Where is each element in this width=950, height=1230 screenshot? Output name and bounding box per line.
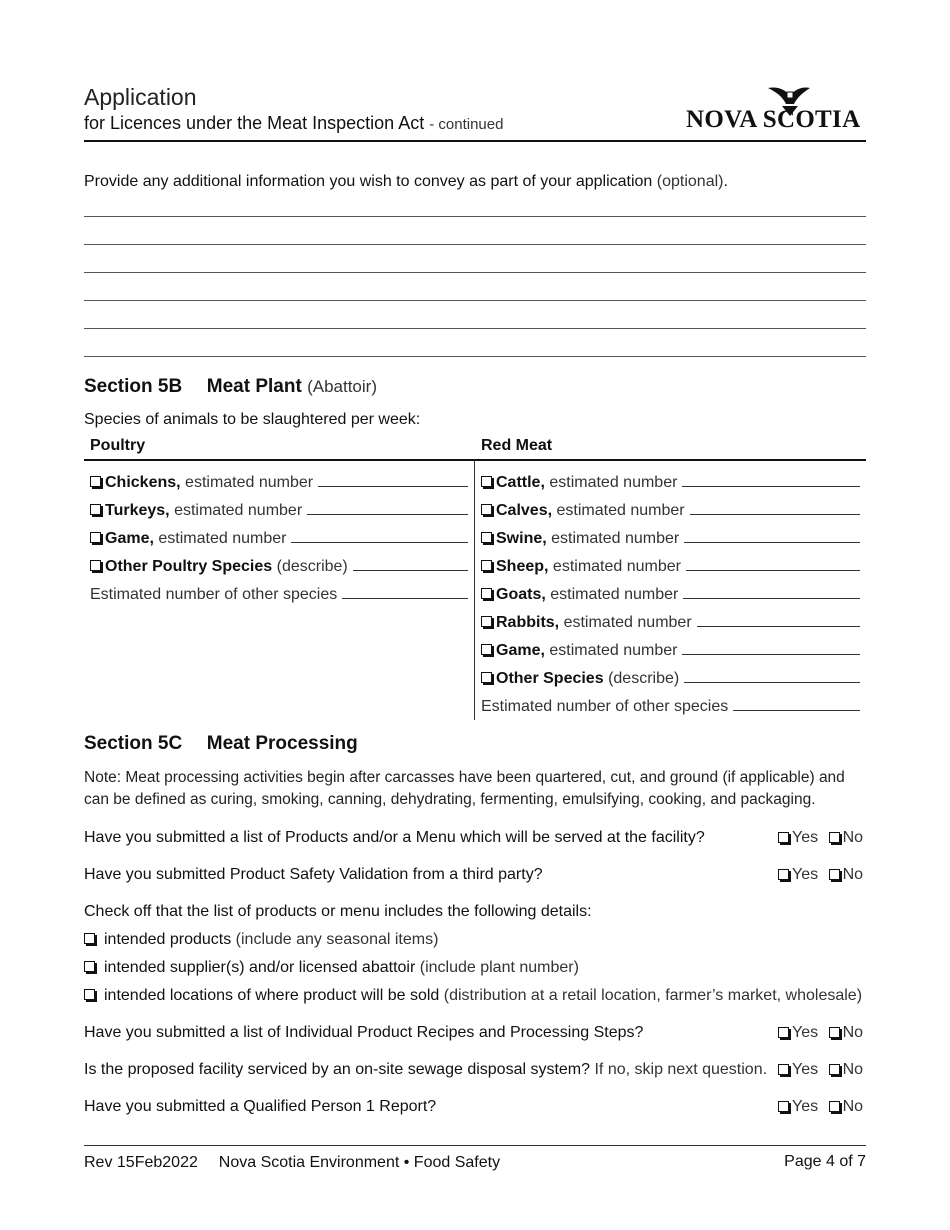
yes-checkbox[interactable] [778,1027,789,1038]
nova-scotia-logo [686,82,868,134]
checkbox[interactable] [84,989,95,1000]
estimate-field[interactable] [291,530,468,543]
document-title: Application [84,84,197,110]
footer-rule [84,1145,866,1146]
poultry-row-other-estimate: Estimated number of other species [90,586,468,604]
yes-no-recipes: Yes No [778,1024,863,1042]
checklist-item-suppliers: intended supplier(s) and/or licensed abattoir (include plant number) [84,959,579,977]
describe-field[interactable] [684,670,860,683]
footer-info [84,1154,500,1172]
checkbox[interactable] [481,588,492,599]
redmeat-row-goats: Goats, estimated number [481,586,860,604]
processing-note: Note: Meat processing activities begin after carcasses have been quartered, cut, and ground (if applicable) and can be defined as curing, smoking, canning, dehydrating, fermenting, emulsifying, cooking, and packaging. [84,769,845,808]
checkbox[interactable] [481,504,492,515]
redmeat-row-swine: Swine, estimated number [481,530,860,548]
no-checkbox[interactable] [829,869,840,880]
document-subtitle [84,113,503,134]
poultry-row-chickens: Chickens, estimated number [90,474,468,492]
estimate-field[interactable] [682,474,860,487]
redmeat-row-other-estimate: Estimated number of other species [481,698,860,716]
additional-info-prompt: Provide any additional information you wish to convey as part of your application (optional). [84,173,728,190]
checkbox[interactable] [481,672,492,683]
checkbox[interactable] [481,532,492,543]
checkbox[interactable] [90,476,101,487]
yes-no-sewage: Yes No [778,1061,863,1079]
checkbox[interactable] [90,532,101,543]
yes-no-safety-validation: Yes No [778,866,863,884]
no-checkbox[interactable] [829,1064,840,1075]
additional-info-line-4[interactable] [84,300,866,301]
yes-no-qualified-person: Yes No [778,1098,863,1116]
page-number: Page 4 of 7 [784,1153,866,1170]
checkbox[interactable] [481,616,492,627]
checkbox[interactable] [481,560,492,571]
poultry-row-game: Game, estimated number [90,530,468,548]
redmeat-row-other: Other Species (describe) [481,670,860,688]
estimate-field[interactable] [318,474,468,487]
checkbox[interactable] [84,933,95,944]
organization-label: Nova Scotia Environment • Food Safety [218,1154,501,1171]
checkbox[interactable] [84,961,95,972]
no-checkbox[interactable] [829,1101,840,1112]
subtitle-text: for Licences under the Meat Inspection Act [84,113,425,133]
question-recipes: Have you submitted a list of Individual Product Recipes and Processing Steps? [84,1024,644,1041]
estimate-field[interactable] [733,698,860,711]
checklist-prompt: Check off that the list of products or menu includes the following details: [84,903,592,920]
redmeat-row-calves: Calves, estimated number [481,502,860,520]
section-5c-heading: Section 5C Meat Processing [84,733,358,754]
header-rule [84,140,866,142]
additional-info-line-5[interactable] [84,328,866,329]
continued-label: - continued [429,116,504,133]
additional-info-line-2[interactable] [84,244,866,245]
species-prompt: Species of animals to be slaughtered per week: [84,411,421,428]
no-checkbox[interactable] [829,1027,840,1038]
poultry-row-other: Other Poultry Species (describe) [90,558,468,576]
checkbox[interactable] [481,644,492,655]
poultry-row-turkeys: Turkeys, estimated number [90,502,468,520]
additional-info-line-1[interactable] [84,216,866,217]
estimate-field[interactable] [684,530,860,543]
additional-info-line-3[interactable] [84,272,866,273]
estimate-field[interactable] [686,558,860,571]
estimate-field[interactable] [690,502,860,515]
estimate-field[interactable] [682,642,860,655]
question-qualified-person: Have you submitted a Qualified Person 1 Report? [84,1098,437,1115]
checkbox[interactable] [481,476,492,487]
yes-checkbox[interactable] [778,832,789,843]
question-products-menu: Have you submitted a list of Products and/or a Menu which will be served at the facility? [84,829,705,846]
redmeat-row-game: Game, estimated number [481,642,860,660]
logo-wordmark: NOVA SCOTIA [686,106,861,133]
poultry-header: Poultry [90,437,146,454]
yes-checkbox[interactable] [778,1064,789,1075]
question-sewage: Is the proposed facility serviced by an on-site sewage disposal system? If no, skip next question. [84,1061,768,1078]
describe-field[interactable] [353,558,468,571]
additional-info-line-6[interactable] [84,356,866,357]
yes-no-products-menu: Yes No [778,829,863,847]
estimate-field[interactable] [342,586,468,599]
checkbox[interactable] [90,504,101,515]
yes-checkbox[interactable] [778,869,789,880]
question-safety-validation: Have you submitted Product Safety Validation from a third party? [84,866,543,883]
estimate-field[interactable] [683,586,860,599]
checklist-item-products: intended products (include any seasonal items) [84,931,438,949]
yes-checkbox[interactable] [778,1101,789,1112]
checklist-item-locations: intended locations of where product will be sold (distribution at a retail location, farmer’s market, wholesale) [84,987,862,1005]
checkbox[interactable] [90,560,101,571]
section-5b-heading: Section 5B Meat Plant (Abattoir) [84,376,377,397]
redmeat-row-sheep: Sheep, estimated number [481,558,860,576]
estimate-field[interactable] [697,614,860,627]
redmeat-row-cattle: Cattle, estimated number [481,474,860,492]
revision-label: Rev 15Feb2022 [84,1154,198,1171]
no-checkbox[interactable] [829,832,840,843]
species-table-rule [84,459,866,461]
redmeat-row-rabbits: Rabbits, estimated number [481,614,860,632]
estimate-field[interactable] [307,502,468,515]
redmeat-header: Red Meat [481,437,553,454]
species-column-divider [474,460,475,720]
